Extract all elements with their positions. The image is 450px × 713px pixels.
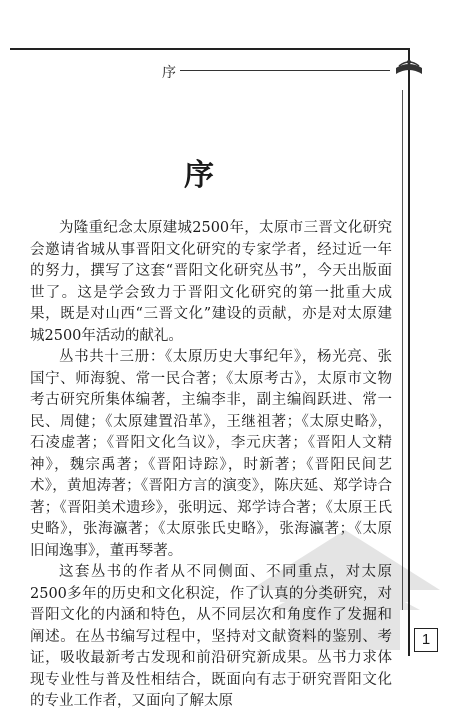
paragraph-1: 为隆重纪念太原建城2500年，太原市三晋文化研究会邀请省城从事晋阳文化研究的专家学者，经过近一年的努力，撰写了这套“晋阳文化研究丛书”，今天出版面世了。这是学会致力于晋阳文化研究的第一批重大成果，既是对山西“三晋文化”建设的贡献，亦是对太原建城2500年活动的献礼。 — [30, 220, 392, 344]
paragraph-2: 丛书共十三册：《太原历史大事纪年》，杨光亮、张国宁、师海貌、常一民合著；《太原考古》，太原市文物考古研究所集体编著，主编李非，副主编阎跃进、常一民、周健；《太原建置沿革》，王继祖著；《太原史略》，石凌虚著；《晋阳文化刍议》，李元庆著；《晋阳人文精神》，魏宗禹著；《晋阳诗踪》，时新著；《晋阳民间艺术》，黄旭涛著；《晋阳方言的演变》，陈庆延、郑学诗合著；《晋阳美术遗珍》，张明远、郑学诗合著；《太原王氏史略》，张海瀛著；《太原张氏史略》，张海瀛著；《太原旧闻逸事》，董再琴著。 — [30, 349, 392, 559]
running-header: 序 — [158, 62, 180, 82]
paragraph-3: 这套丛书的作者从不同侧面、不同重点，对太原2500多年的历史和文化积淀，作了认真的分类研究，对晋阳文化的内涵和特色，从不同层次和角度作了发掘和阐述。在丛书编写过程中，坚持对文献资料的鉴别、考证，吸收最新考古发现和前沿研究新成果。丛书力求体现专业性与普及性相结合，既面向有志于研究晋阳文化的专业工作者，又面向了解太原 — [30, 564, 392, 709]
header-frame-rule — [10, 48, 410, 50]
book-ornament-icon — [394, 54, 424, 78]
page-title: 序 — [184, 158, 216, 193]
header-rule — [180, 70, 390, 71]
page-number: 1 — [414, 628, 438, 652]
